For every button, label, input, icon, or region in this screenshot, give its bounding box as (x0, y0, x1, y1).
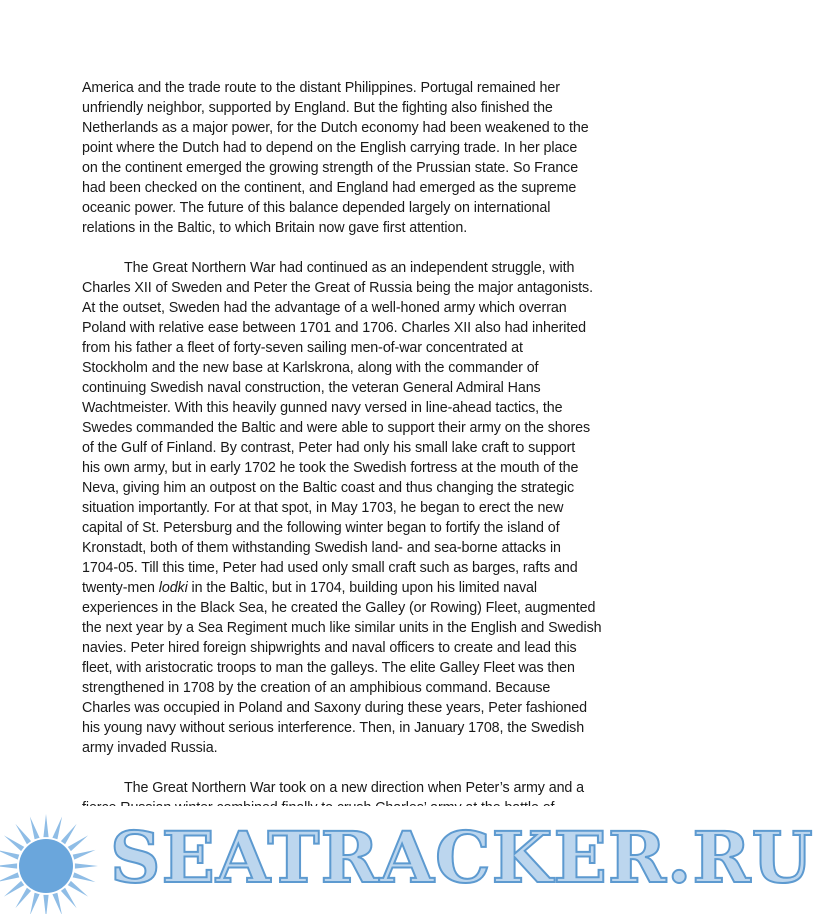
text-line: on the continent emerged the growing strength of the Prussian state. So France (82, 160, 579, 176)
sun-ray (61, 824, 77, 844)
text-line: the next year by a Sea Regiment much like similar units in the English and Swedish (82, 620, 602, 636)
sun-ray (30, 893, 40, 914)
text-line: continuing Swedish naval construction, the veteran General Admiral Hans (82, 380, 541, 396)
text-line: of the Gulf of Finland. By contrast, Peter had only his small lake craft to support (82, 440, 576, 456)
text-line: his own army, but in early 1702 he took the Swedish fortress at the mouth of the (82, 460, 579, 476)
text-line: Poland with relative ease between 1701 and 1706. Charles XII also had inherited (82, 320, 586, 336)
sun-ray (4, 881, 24, 897)
watermark-text: SEATRACKER.RU (110, 816, 814, 899)
sun-ray (0, 872, 19, 882)
text-line: Kronstadt, both of them withstanding Swedish land- and sea-borne attacks in (82, 540, 561, 556)
text-line: Netherlands as a major power, for the Dutch economy had been weakened to the (82, 120, 589, 136)
text-line: The Great Northern War had continued as an independent struggle, with (124, 260, 575, 276)
text-line: had been checked on the continent, and England had emerged as the supreme (82, 180, 577, 196)
sun-ray (43, 895, 48, 914)
sun-ray (75, 863, 98, 868)
text-line: America and the trade route to the distant Philippines. Portugal remained her (82, 80, 560, 96)
paragraph-gap (82, 758, 630, 778)
sun-ray (68, 835, 88, 851)
sun-ray (61, 888, 77, 908)
text-line: At the outset, Sweden had the advantage of a well-honed army which overran (82, 300, 567, 316)
sun-ray (0, 850, 19, 860)
text-line: oceanic power. The future of this balance depended largely on international (82, 200, 551, 216)
text-line: Charles XII of Sweden and Peter the Great of Russia being the major antagonists. (82, 280, 593, 296)
text-line: strengthened in 1708 by the creation of an amphibious command. Because (82, 680, 551, 696)
text-line: Stockholm and the new base at Karlskrona, along with the commander of (82, 360, 539, 376)
sun-ray (30, 817, 40, 840)
sun-ray (68, 881, 88, 897)
text-line: unfriendly neighbor, supported by England. But the fighting also finished the (82, 100, 553, 116)
text-line: army invaded Russia. (82, 740, 218, 756)
text-line: situation importantly. For at that spot, in May 1703, he began to erect the new (82, 500, 564, 516)
text-line: fleet, with aristocratic troops to man the galleys. The elite Galley Fleet was then (82, 660, 575, 676)
paragraph-gap (82, 238, 630, 258)
sun-ray (43, 814, 48, 837)
text-line: Swedes commanded the Baltic and were able to support their army on the shores (82, 420, 591, 436)
text-line: Neva, giving him an outpost on the Baltic coast and thus changing the strategic (82, 480, 575, 496)
text-line: point where the Dutch had to depend on the English carrying trade. In her place (82, 140, 578, 156)
sun-ray (73, 872, 96, 882)
text-line: twenty-men lodki in the Baltic, but in 1704, building upon his limited naval (82, 580, 537, 596)
sun-ray (15, 824, 31, 844)
watermark-banner (0, 806, 814, 914)
sun-ray (15, 888, 31, 908)
text-line: experiences in the Black Sea, he created the Galley (or Rowing) Fleet, augmented (82, 600, 596, 616)
sun-icon (0, 806, 110, 914)
sun-ray (52, 817, 62, 840)
text-line: capital of St. Petersburg and the following winter began to fortify the island of (82, 520, 560, 536)
text-line: Charles was occupied in Poland and Saxony during these years, Peter fashioned (82, 700, 587, 716)
italic-term: lodki (158, 580, 188, 596)
paragraph (82, 78, 630, 238)
text-line: navies. Peter hired foreign shipwrights and naval officers to create and lead this (82, 640, 577, 656)
text-line: The Great Northern War took on a new direction when Peter’s army and a (124, 780, 584, 796)
sun-ray (4, 835, 24, 851)
body-text (82, 78, 630, 818)
sun-ray (73, 850, 96, 860)
sun-ray (52, 893, 62, 914)
paragraph (82, 258, 630, 758)
text-line: from his father a fleet of forty-seven sailing men-of-war concentrated at (82, 340, 523, 356)
text-line: relations in the Baltic, to which Britain now gave first attention. (82, 220, 468, 236)
text-line: Wachtmeister. With this heavily gunned navy versed in line-ahead tactics, the (82, 400, 563, 416)
sun-ray (0, 863, 17, 868)
text-line: 1704-05. Till this time, Peter had used only small craft such as barges, rafts and (82, 560, 578, 576)
text-line: his young navy without serious interference. Then, in January 1708, the Swedish (82, 720, 585, 736)
